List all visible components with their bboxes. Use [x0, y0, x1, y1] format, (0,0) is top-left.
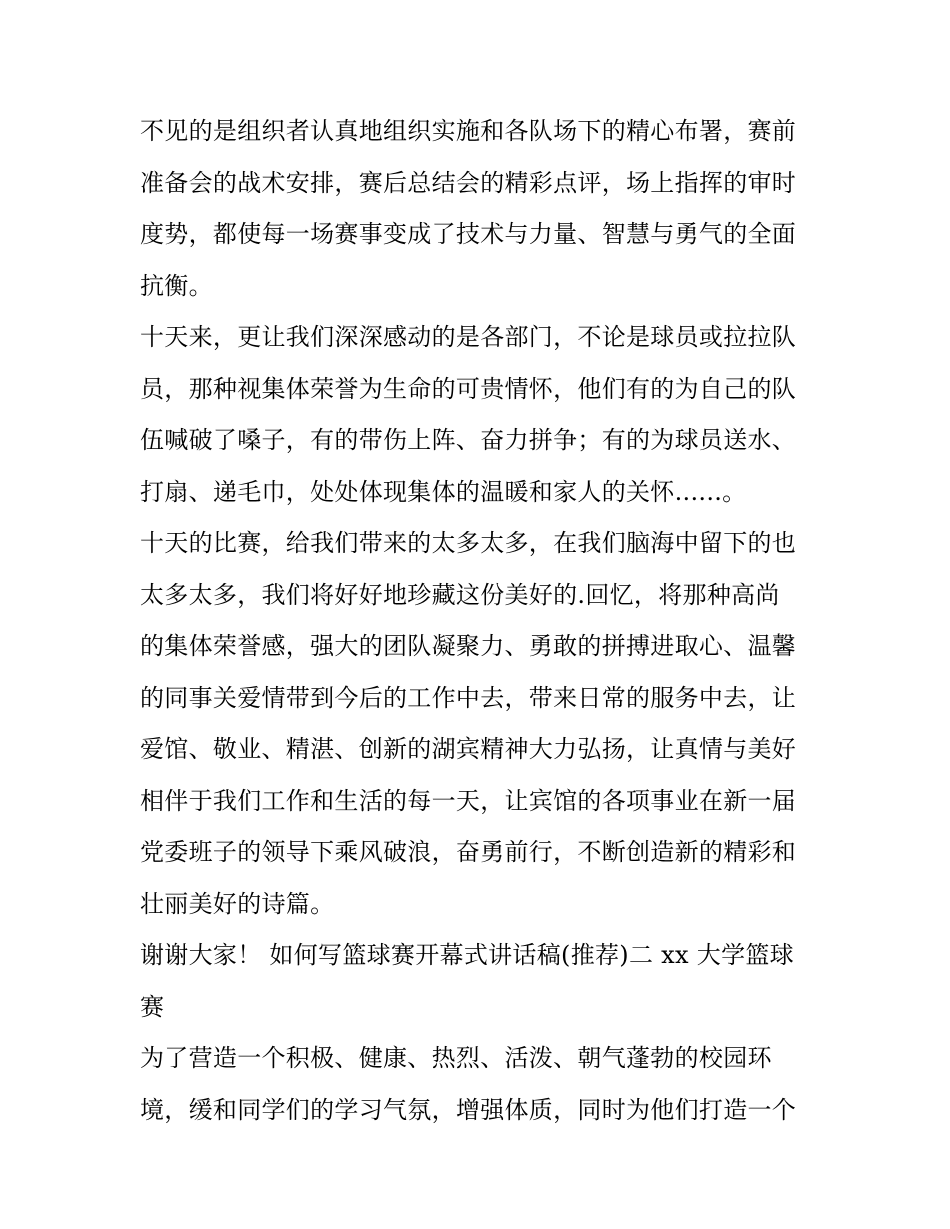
text-line: 党委班子的领导下乘风破浪，奋勇前行，不断创造新的精彩和	[140, 838, 797, 866]
text-line: 伍喊破了嗓子，有的带伤上阵、奋力拼争；有的为球员送水、	[140, 426, 797, 454]
text-line: 十天来，更让我们深深感动的是各部门，不论是球员或拉拉队	[140, 323, 797, 351]
text-line: 度势，都使每一场赛事变成了技术与力量、智慧与勇气的全面	[140, 220, 797, 248]
text-line: 爱馆、敬业、精湛、创新的湖宾精神大力弘扬，让真情与美好	[140, 735, 797, 763]
text-line: 境，缓和同学们的学习气氛，增强体质，同时为他们打造一个	[140, 1095, 797, 1124]
document-body	[140, 106, 812, 1136]
text-line: 员，那种视集体荣誉为生命的可贵情怀，他们有的为自己的队	[140, 374, 797, 403]
text-line: 抗衡。	[140, 271, 213, 300]
text-line: 打扇、递毛巾，处处体现集体的温暖和家人的关怀......。	[140, 477, 747, 506]
text-line: 的同事关爱情带到今后的工作中去，带来日常的服务中去，让	[140, 683, 797, 712]
text-line: 相伴于我们工作和生活的每一天，让宾馆的各项事业在新一届	[140, 786, 797, 815]
text-line: 赛	[140, 992, 165, 1021]
text-line: 太多太多，我们将好好地珍藏这份美好的.回忆，将那种高尚	[140, 580, 780, 609]
text-line: 十天的比赛，给我们带来的太多太多，在我们脑海中留下的也	[140, 529, 797, 557]
text-line: 壮丽美好的诗篇。	[140, 889, 335, 918]
text-line: 的集体荣誉感，强大的团队凝聚力、勇敢的拼搏进取心、温馨	[140, 632, 797, 660]
text-line: 为了营造一个积极、健康、热烈、活泼、朝气蓬勃的校园环	[140, 1044, 772, 1072]
text-line: 谢谢大家！ 如何写篮球赛开幕式讲话稿(推荐)二 xx 大学篮球	[140, 941, 794, 969]
text-line: 不见的是组织者认真地组织实施和各队场下的精心布署，赛前	[140, 117, 797, 145]
text-line: 准备会的战术安排，赛后总结会的精彩点评，场上指挥的审时	[140, 168, 797, 197]
